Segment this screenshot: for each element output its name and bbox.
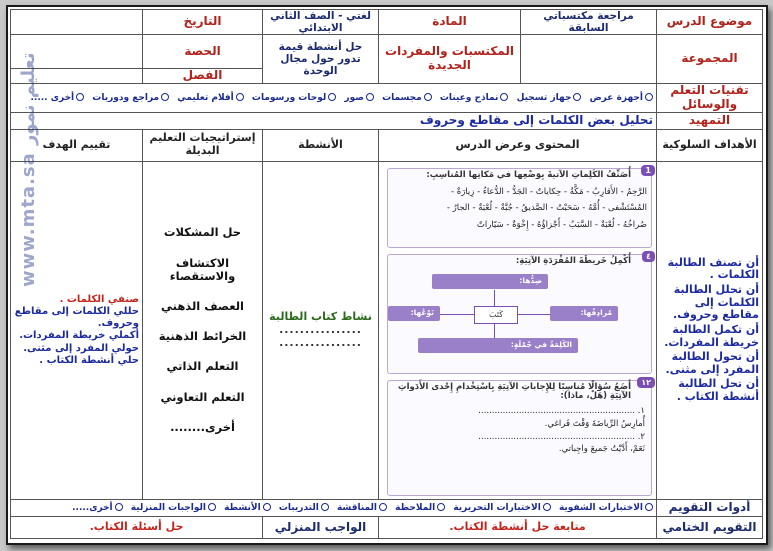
resource-option[interactable]: مجسمات <box>382 93 432 103</box>
lesson-topic-label: موضوع الدرس <box>657 10 763 35</box>
vocab-label: المكتسبات والمفردات الجديدة <box>379 35 521 84</box>
radio-icon <box>424 93 432 101</box>
assessment-tools-options <box>11 499 657 516</box>
lesson-plan-sheet <box>6 5 768 545</box>
assessment-tools-label: أدوات التقويم <box>657 499 763 516</box>
activity-dots: ................ <box>279 335 362 349</box>
radio-icon <box>543 503 551 511</box>
content-cell <box>379 161 657 499</box>
map-connector <box>440 314 474 315</box>
evaluation-item: أكملي خريطة المفردات. <box>19 330 139 342</box>
assessment-option[interactable]: الأنشطة <box>224 503 271 513</box>
section-number: 1 <box>641 165 655 176</box>
map-synonym: مُرادِفُها: <box>550 306 618 321</box>
evaluation-header: تقييم الهدف <box>11 129 143 161</box>
map-sentence: الكَلِمَةُ في جُمْلَةٍ: <box>418 338 578 353</box>
radio-icon <box>573 93 581 101</box>
question-lines <box>394 405 645 456</box>
assessment-option[interactable]: الملاحظة <box>395 503 445 513</box>
activity-dots: ................ <box>279 322 362 336</box>
evaluation-item: حلي أنشطة الكتاب . <box>39 355 139 367</box>
group-label: المجموعة <box>657 35 763 84</box>
homework-value: حل أسئلة الكتاب. <box>11 516 263 538</box>
classify-section <box>387 165 652 248</box>
assessment-option[interactable]: التدريبات <box>279 503 329 513</box>
group-value <box>521 35 657 84</box>
objective-item: أن تكمل الطالبة خريطة المفردات. <box>664 322 759 349</box>
subject-value: لغتي - الصف الثاني الابتدائي <box>263 10 379 35</box>
assessment-option[interactable]: أخرى..... <box>72 503 123 513</box>
vocab-value: حل أنشطة قيمة تدور حول مجال الوحدة <box>263 35 379 84</box>
evaluation-item: صنفي الكلمات . <box>59 293 139 305</box>
strategy-item: الاكتشاف والاستقصاء <box>169 255 236 283</box>
assessment-option[interactable]: الاختبارات الشفوية <box>559 503 653 513</box>
evaluation-item: حولي المفرد إلى مثنى. <box>23 342 139 354</box>
activities-cell <box>263 161 379 499</box>
answer-line: نَعَمْ، أَدَّيْتُ جَميعَ واجِباتي. <box>558 444 645 455</box>
content-header: المحتوى وعرض الدرس <box>379 129 657 161</box>
resource-option[interactable]: أجهزة عرض <box>590 93 653 103</box>
map-center-word: كَتَبَ <box>474 306 518 324</box>
word-row: الرَّحِمُ - الأَقارِبُ - مَكَّةُ - حِكاياتٌ - الجَدُّ - الدُّعاءُ - زِيارَةٌ - <box>450 187 647 198</box>
word-map-section <box>387 251 652 374</box>
radio-icon <box>645 93 653 101</box>
subject-label: المادة <box>379 10 521 35</box>
strategy-item: حل المشكلات <box>163 225 242 240</box>
resource-option[interactable]: صور <box>344 93 374 103</box>
strategy-item: التعلم الذاتي <box>166 359 239 374</box>
assessment-option[interactable]: الاختبارات التحريرية <box>453 503 550 513</box>
radio-icon <box>321 503 329 511</box>
radio-icon <box>236 93 244 101</box>
resource-option[interactable]: نماذج وعينات <box>440 93 509 103</box>
objective-item: أن تحلل الطالبة الكلمات إلى مقاطع وحروف. <box>673 282 759 322</box>
strategy-item: التعلم التعاوني <box>160 389 245 404</box>
final-assessment-value: متابعة حل أنشطة الكتاب. <box>379 516 657 538</box>
answer-line: ٢. .......................................................... <box>478 431 645 442</box>
section-number: ٤ <box>642 251 655 262</box>
word-map <box>388 270 651 358</box>
section-title: أَضَعُ سُؤالًا مُناسِبًا لِلإِجاباتِ الآتِيَةِ بِاسْتِخْدامِ إِحْدى الأَدَواتِ الآتِيَةِ (هَلْ، ماذا): <box>398 381 631 402</box>
objectives-header: الأهداف السلوكية <box>657 129 763 161</box>
resource-option[interactable]: أخرى ..... <box>31 93 85 103</box>
word-row: المُسْتَشْفى - أُمَّهُ - سَحَبْتُ - الصَّديقُ - جُبَّةٌ - لُعْبَةٌ - الجارُ - <box>446 203 647 214</box>
radio-icon <box>115 503 123 511</box>
strategy-item: العصف الذهني <box>161 299 244 313</box>
resource-option[interactable]: لوحات ورسومات <box>252 93 336 103</box>
strategies-cell <box>143 161 263 499</box>
lesson-topic-value: مراجعة مكتسباتي السابقة <box>521 10 657 35</box>
question-section <box>387 377 652 496</box>
strategies-header: إستراتيجيات التعليم البديلة <box>143 129 263 161</box>
map-type: نَوْعُها: <box>388 306 440 321</box>
objective-item: أن تحول الطالبة المفرد إلى مثنى. <box>665 350 759 376</box>
section-number: ١٢ <box>637 377 655 388</box>
date-label: التاريخ <box>143 10 263 35</box>
map-connector <box>494 290 495 306</box>
resource-option[interactable]: أفلام تعليمي <box>177 93 244 103</box>
homework-label: الواجب المنزلي <box>263 516 379 538</box>
radio-icon <box>500 93 508 101</box>
class-label: الفصل <box>143 69 263 84</box>
radio-icon <box>263 503 271 511</box>
evaluation-item: حللي الكلمات إلى مقاطع وحروف. <box>14 306 139 329</box>
answer-line: ١. .......................................................... <box>478 406 645 417</box>
strategy-item: الخرائط الذهنية <box>158 329 247 344</box>
lesson-plan-table <box>10 9 763 539</box>
assessment-option[interactable]: الواجبات المنزلية <box>131 503 216 513</box>
radio-icon <box>437 503 445 511</box>
map-connector <box>494 322 495 338</box>
resources-options <box>11 83 657 112</box>
strategy-item: أخرى........ <box>170 419 235 434</box>
radio-icon <box>328 93 336 101</box>
radio-icon <box>366 93 374 101</box>
content-box <box>379 162 656 499</box>
resource-option[interactable]: جهاز تسجيل <box>517 93 582 103</box>
period-label: الحصة <box>143 35 263 69</box>
resources-label: تقنيات التعلم والوسائل <box>657 83 763 112</box>
objectives-cell <box>657 161 763 499</box>
date-value <box>11 10 143 35</box>
map-antonym: ضِدُّها: <box>432 274 548 289</box>
answer-line: أُمارِسُ الرِّياضَةَ وَقْتَ فَراغي. <box>544 418 645 429</box>
objective-item: أن تحل الطالبة أنشطة الكتاب . <box>676 377 759 404</box>
intro-label: التمهيد <box>657 112 763 129</box>
map-connector <box>516 314 550 315</box>
watermark: www.mta.sa تعليم نمور <box>18 52 39 287</box>
radio-icon <box>161 93 169 101</box>
activities-header: الأنشطة <box>263 129 379 161</box>
intro-value: تحليل بعض الكلمات إلى مقاطع وحروف <box>11 112 657 129</box>
assessment-option[interactable]: المناقشة <box>337 503 387 513</box>
word-row: صُراخُهُ - لُعْبَةٌ - السَّبَبُ - أَجْزاؤُهُ - إِخْوَةٌ - سَيّاراتٌ <box>476 219 647 230</box>
section-title: أُصَنِّفُ الكَلِماتِ الآتيةَ بِوَضْعِها في مَكانِها المُناسِبِ: <box>426 169 631 180</box>
radio-icon <box>379 503 387 511</box>
word-list <box>392 184 647 232</box>
section-title: أُكْمِلُ خَريطَةَ المُفْرَدَةِ الآتِيَةِ: <box>515 255 631 266</box>
resource-option[interactable]: مراجع ودوريات <box>92 93 169 103</box>
radio-icon <box>645 503 653 511</box>
final-assessment-label: التقويم الختامي <box>657 516 763 538</box>
radio-icon <box>208 503 216 511</box>
objective-item: أن تصنف الطالبة الكلمات . <box>667 255 759 282</box>
activity-title: نشاط كتاب الطالبة <box>269 310 372 324</box>
